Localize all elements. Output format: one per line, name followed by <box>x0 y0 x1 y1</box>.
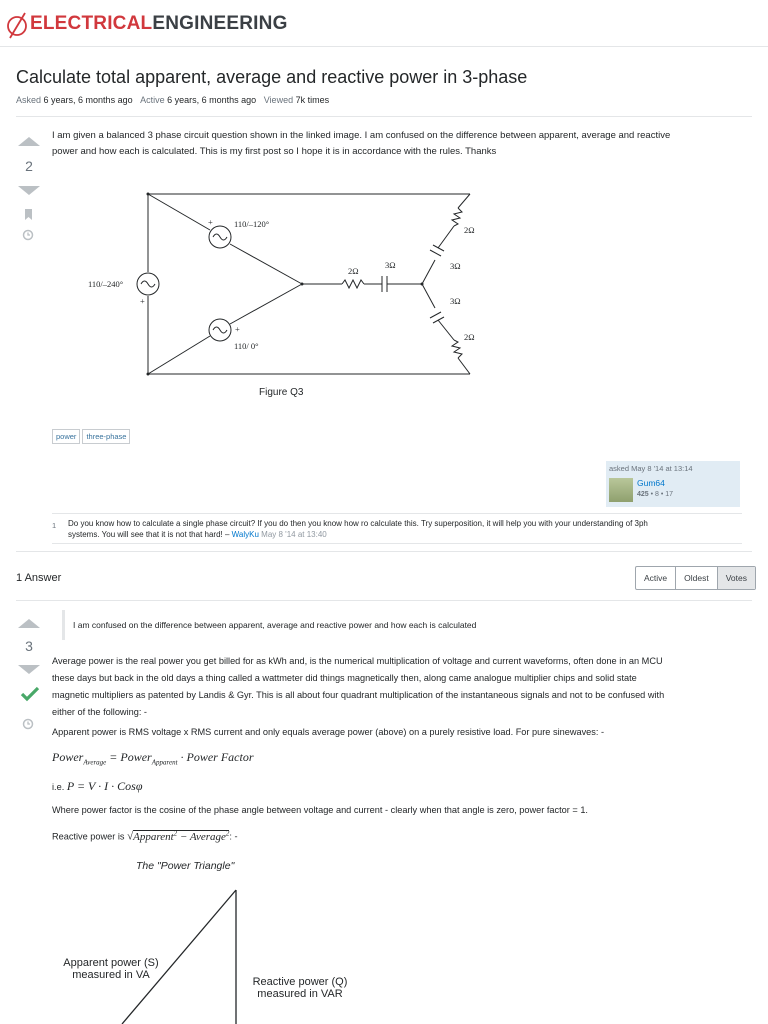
header-divider <box>0 46 768 47</box>
formula-pvi: i.e. P = V · I · Cosφ <box>52 779 143 793</box>
sort-tabs <box>635 566 756 590</box>
question-vote-count: 2 <box>25 158 33 174</box>
question-meta: Asked 6 years, 6 months ago Active 6 years, 6 months ago Viewed 7k times <box>16 95 330 105</box>
logo-icon <box>6 10 28 40</box>
comment-date: May 8 '14 at 13:40 <box>261 530 327 539</box>
tag-three-phase[interactable]: three-phase <box>82 429 130 444</box>
source-top-label: 110/–120° <box>234 219 270 229</box>
source-bottom-label: 110/ 0° <box>234 341 259 351</box>
answer-quote: I am confused on the difference between apparent, average and reactive power and how each is calculated <box>73 620 477 630</box>
downvote-button[interactable] <box>18 186 40 195</box>
site-logo[interactable] <box>6 10 28 45</box>
asked-date: asked May 8 '14 at 13:14 <box>609 464 693 473</box>
answer-vote-count: 3 <box>25 638 33 654</box>
answer-count: 1 Answer <box>16 572 62 584</box>
bookmark-icon[interactable] <box>24 207 33 225</box>
answer-paragraph-1: Average power is the real power you get billed for as kWh and, is the numerical multiplication of voltage and current waveforms, often done in an MCU these days but back in the old days a thing called a wattmeter did things magnetically then, along came analogue multiplier chips and solid state magnetic multipliers as patented by Landis & Gyr. This is all about four quadrant multiplication of the instantaneous signals and not to be confused with either of the following: - <box>52 656 665 717</box>
site-name[interactable]: ELECTRICALENGINEERING <box>30 13 288 34</box>
resistor-label: 2Ω <box>464 225 475 235</box>
comment-divider <box>52 513 742 514</box>
answers-divider <box>16 551 752 552</box>
question-body-line: power and how each is calculated. This is my first post so I hope it is in accordance with the rules. Thanks <box>52 146 497 157</box>
title-divider <box>16 116 752 117</box>
comment-body <box>68 518 748 540</box>
answer-paragraph-2: Apparent power is RMS voltage x RMS current and only equals average power (above) on a purely resistive load. For pure sinewaves: - <box>52 727 605 737</box>
formula-power-average: Power$_{Average}$ = Power$_{Apparent}$ · Power Factor <box>52 750 254 767</box>
comment-divider <box>52 543 742 544</box>
source-left-label: 110/–240° <box>88 279 124 289</box>
user-link[interactable]: Gum64 <box>637 478 665 488</box>
resistor-label: 2Ω <box>464 332 475 342</box>
answer-divider <box>16 600 752 601</box>
answer-downvote-button[interactable] <box>18 665 40 674</box>
power-triangle <box>110 880 250 1024</box>
tab-votes[interactable]: Votes <box>718 567 755 589</box>
triangle-title: The "Power Triangle" <box>136 860 235 872</box>
tag-power[interactable]: power <box>52 429 80 444</box>
answer-paragraph-4: Reactive power is √Apparent$^2$ − Average$^2$: - <box>52 829 238 843</box>
question-body <box>52 128 752 160</box>
comment-score: 1 <box>52 521 57 530</box>
reactive-power-label: Reactive power (Q) measured in VAR <box>252 976 348 1000</box>
figure-caption: Figure Q3 <box>259 387 304 398</box>
answer-paragraph-3: Where power factor is the cosine of the phase angle between voltage and current - clearly when that angle is zero, power factor = 1. <box>52 805 588 815</box>
circuit-diagram <box>80 190 480 402</box>
answer-history-icon[interactable] <box>22 717 34 735</box>
apparent-power-label: Apparent power (S) measured in VA <box>63 957 159 981</box>
history-icon[interactable] <box>22 228 34 246</box>
answer-upvote-button[interactable] <box>18 619 40 628</box>
plus-label: + <box>208 217 213 227</box>
accepted-check-icon <box>20 686 40 707</box>
capacitor-label: 3Ω <box>450 261 461 271</box>
owner-card <box>606 461 740 507</box>
comment-text-line: systems. You will see that it is not that hard! – <box>68 530 230 539</box>
user-stats: 425 • 8 • 17 <box>637 491 674 498</box>
resistor-label: 2Ω <box>348 266 359 276</box>
comment-text-line: Do you know how to calculate a single phase circuit? If you do then you know how ro calculate this. Try superposition, it will help you with your understanding of 3ph <box>68 519 648 528</box>
plus-label: + <box>140 296 145 306</box>
tab-active[interactable]: Active <box>636 567 676 589</box>
upvote-button[interactable] <box>18 137 40 146</box>
question-body-line: I am given a balanced 3 phase circuit question shown in the linked image. I am confused on the difference between apparent, average and reactive <box>52 130 671 141</box>
tab-oldest[interactable]: Oldest <box>676 567 718 589</box>
avatar[interactable] <box>609 478 633 502</box>
question-title[interactable]: Calculate total apparent, average and reactive power in 3-phase <box>16 67 528 87</box>
plus-label: + <box>235 324 240 334</box>
comment-author-link[interactable]: WalyKu <box>231 530 259 539</box>
tag-list <box>52 426 132 444</box>
capacitor-label: 3Ω <box>385 260 396 270</box>
blockquote-bar <box>62 610 65 640</box>
capacitor-label: 3Ω <box>450 296 461 306</box>
